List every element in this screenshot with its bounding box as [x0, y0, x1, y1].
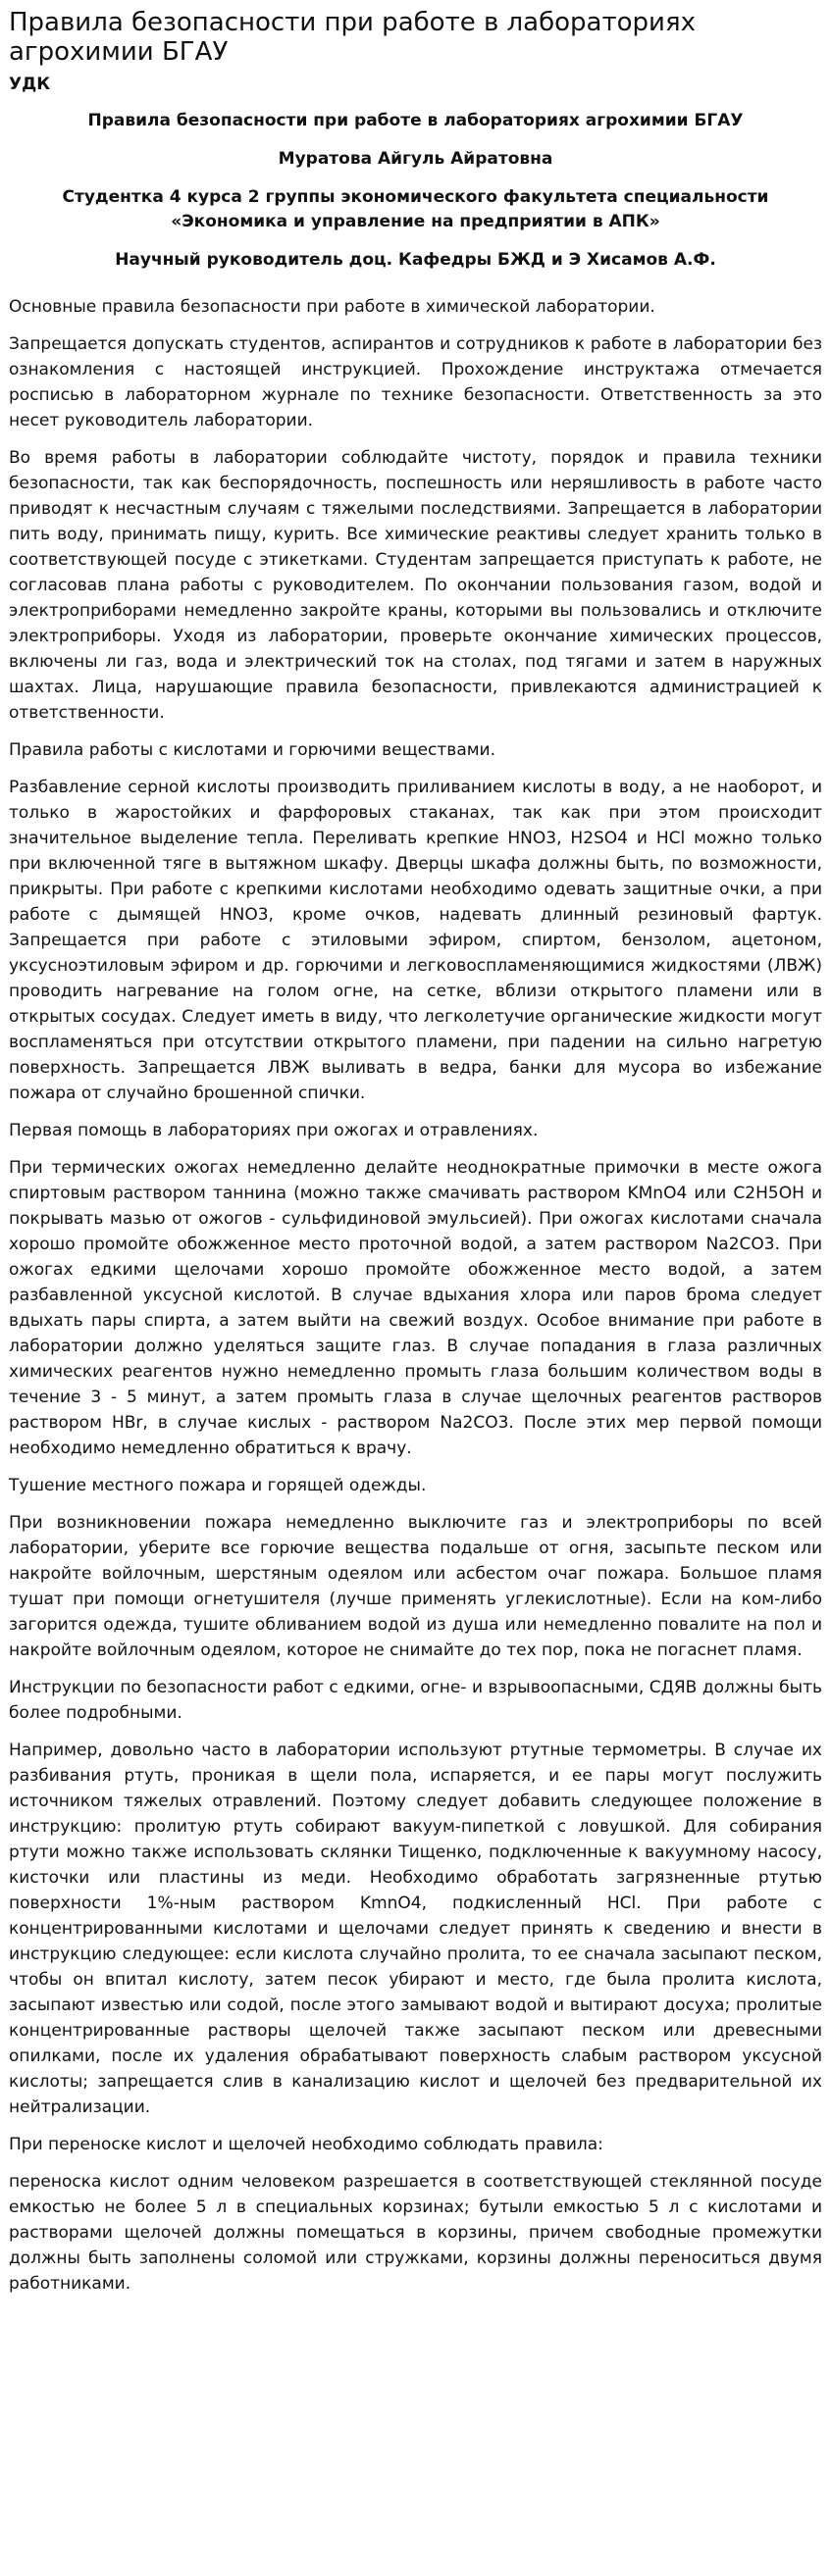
section-heading: Первая помощь в лабораториях при ожогах и отравлениях.: [9, 1121, 539, 1140]
section-heading: При переноске кислот и щелочей необходимо соблюдать правила:: [9, 2135, 603, 2154]
body-paragraph: переноска кислот одним человеком разрешается в соответствующей стеклянной посуде емкостью не более 5 л в специальных корзинах; бутыли емкостью 5 л с кислотами и растворами щелочей должны помещаться в корзины, причем свободные промежутки должны быть заполнены соломой или стружками, корзины должны переноситься двумя работниками.: [9, 2172, 822, 2294]
body-paragraph: Например, довольно часто в лаборатории используют ртутные термометры. В случае их разбивания ртуть, проникая в щели пола, испаряется, и ее пары могут послужить источником тяжелых отравлений. Поэтому следует добавить следующее положение в инструкцию: пролитую ртуть собирают вакуум-пипеткой с ловушкой. Для собирания ртути можно также использовать склянки Тищенко, подключенные к вакуумному насосу, кисточки или пластины из меди. Необходимо обработать загрязненные ртутью поверхности 1%-ным раствором KmnO4, подкисленный HCl. При работе с концентрированными кислотами и щелочами следует принять к сведению и внести в инструкцию следующее: если кислота случайно пролита, то ее сначала засыпают песком, чтобы он впитал кислоту, затем песок убирают и место, где была пролита кислота, засыпают известью или содой, после этого замывают водой и вытирают досуха; пролитые концентрированные растворы щелочей также засыпают песком или древесными опилками, после их удаления обрабатывают поверхность слабым раствором уксусной кислоты; запрещается слив в канализацию кислот и щелочей без предварительной их нейтрализации.: [9, 1741, 822, 2117]
body-paragraph: При термических ожогах немедленно делайте неоднократные примочки в месте ожога спиртовым раствором таннина (можно также смачивать раствором KMnO4 или C2H5OH и покрывать мазью от ожогов - сульфидиновой эмульсией). При ожогах кислотами сначала хорошо промойте обожженное место проточной водой, а затем раствором Na2CO3. При ожогах едкими щелочами хорошо промойте обожженное место водой, а затем разбавленной уксусной кислотой. В случае вдыхания хлора или паров брома следует вдыхать пары спирта, а затем выйти на свежий воздух. Особое внимание при работе в лаборатории должно уделяться защите глаз. В случае попадания в глаза различных химических реагентов нужно немедленно промыть глаза большим количеством воды в течение 3 - 5 минут, а затем промыть глаза в случае щелочных реагентов растворов раствором НВr, в случае кислых - раствором Na2CO3. После этих мер первой помощи необходимо немедленно обратиться к врачу.: [9, 1158, 822, 1458]
article-title: Правила безопасности при работе в лабораториях агрохимии БГАУ: [87, 111, 744, 130]
student-info-line-1: Студентка 4 курса 2 группы экономического факультета специальности: [62, 187, 769, 207]
section-heading: Тушение местного пожара и горящей одежды.: [9, 1476, 427, 1495]
body-paragraph: Инструкции по безопасности работ с едкими, огне- и взрывоопасными, СДЯВ должны быть более подробными.: [9, 1678, 822, 1723]
body-paragraph: Разбавление серной кислоты производить приливанием кислоты в воду, а не наоборот, и только в жаростойких и фарфоровых стаканах, так как при этом происходит значительное выделение тепла. Переливать крепкие HNO3, H2SO4 и HCl можно только при включенной тяге в вытяжном шкафу. Дверцы шкафа должны быть, по возможности, прикрыты. При работе с крепкими кислотами необходимо одевать защитные очки, а при работе с дымящей HNO3, кроме очков, надевать длинный резиновый фартук. Запрещается при работе с этиловыми эфиром, спиртом, бензолом, ацетоном, уксусноэтиловым эфиром и др. горючими и легковоспламеняющимися жидкостями (ЛВЖ) проводить нагревание на голом огне, на сетке, вблизи открытого пламени или в открытых сосудах. Следует иметь в виду, что легколетучие органические жидкости могут воспламеняться при отсутствии открытого пламени, при падении на сильно нагретую поверхность. Запрещается ЛВЖ выливать в ведра, банки для мусора во избежание пожара от случайно брошенной спички.: [9, 778, 822, 1103]
body-paragraph: Запрещается допускать студентов, аспирантов и сотрудников к работе в лаборатории без ознакомления с настоящей инструкцией. Прохождение инструктажа отмечается росписью в лабораторном журнале по технике безопасности. Ответственность за это несет руководитель лаборатории.: [9, 334, 822, 430]
student-info: [9, 185, 822, 234]
section-heading: Правила работы с кислотами и горючими веществами.: [9, 740, 496, 760]
section-heading: Основные правила безопасности при работе в химической лаборатории.: [9, 297, 655, 317]
udk-label: УДК: [9, 75, 51, 94]
author-name: Муратова Айгуль Айратовна: [278, 149, 553, 169]
supervisor-info: Научный руководитель доц. Кафедры БЖД и Э Хисамов А.Ф.: [115, 250, 716, 270]
page-title: Правила безопасности при работе в лабораториях агрохимии БГАУ: [9, 8, 696, 67]
body-paragraph: Во время работы в лаборатории соблюдайте чистоту, порядок и правила техники безопасности, так как беспорядочность, поспешность или неряшливость в работе часто приводят к несчастным случаям с тяжелыми последствиями. Запрещается в лаборатории пить воду, принимать пищу, курить. Все химические реактивы следует хранить только в соответствующей посуде с этикетками. Студентам запрещается приступать к работе, не согласовав плана работы с руководителем. По окончании пользования газом, водой и электроприборами немедленно закройте краны, которыми вы пользовались и отключите электроприборы. Уходя из лаборатории, проверьте окончание химических процессов, включены ли газ, вода и электрический ток на столах, под тягами и затем в наружных шахтах. Лица, нарушающие правила безопасности, привлекаются администрацией к ответственности.: [9, 448, 822, 723]
student-info-line-2: «Экономика и управление на предприятии в АПК»: [171, 212, 660, 231]
body-paragraph: При возникновении пожара немедленно выключите газ и электроприборы по всей лаборатории, уберите все горючие вещества подальше от огня, засыпьте песком или накройте войлочным, шерстяным одеялом или асбестом очаг пожара. Большое пламя тушат при помощи огнетушителя (лучше применять углекислотные). Если на ком-либо загорится одежда, тушите обливанием водой из душа или немедленно повалите на пол и накройте войлочным одеялом, которое не снимайте до тех пор, пока не погаснет пламя.: [9, 1513, 822, 1660]
